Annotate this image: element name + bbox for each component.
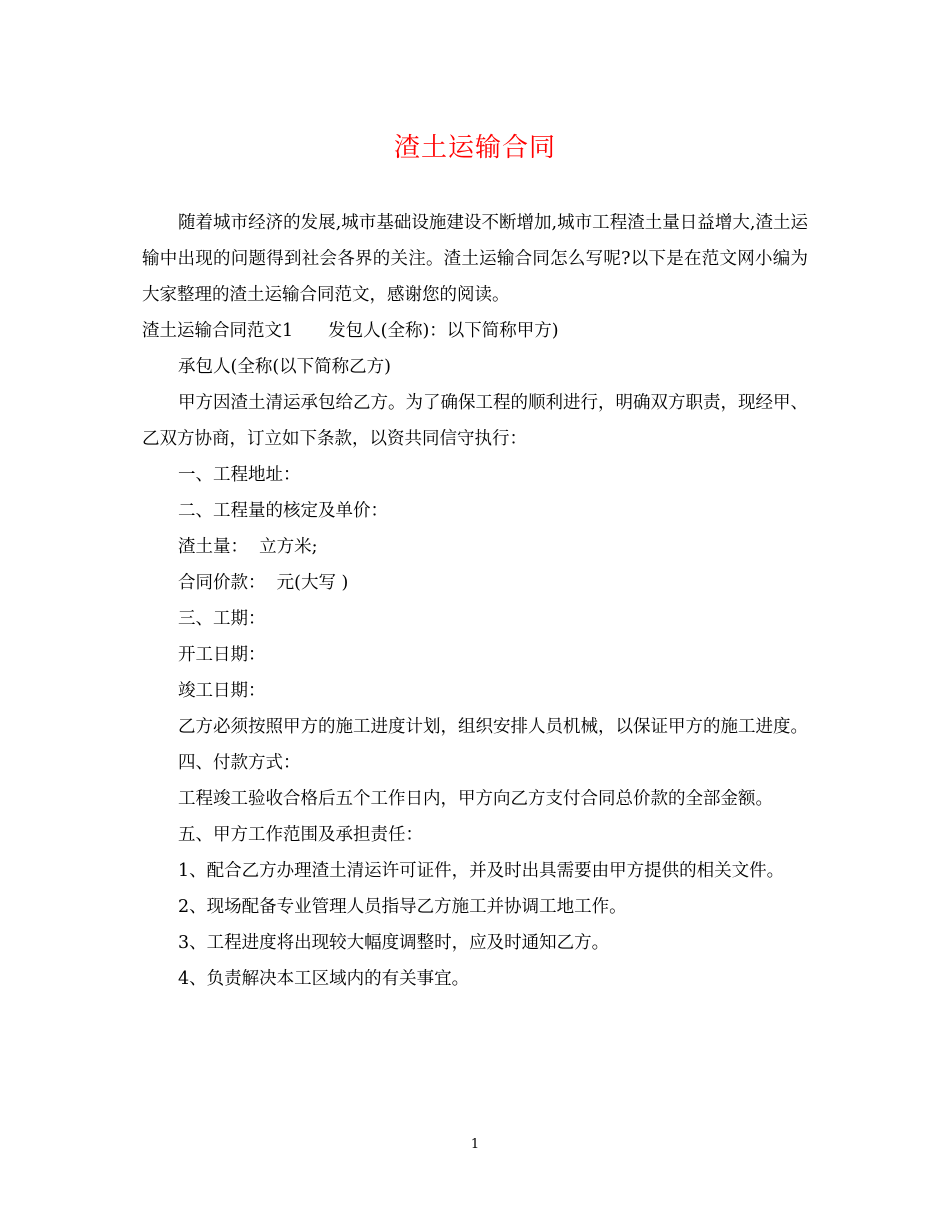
contract-heading-line: 渣土运输合同范文1 发包人(全称)：以下简称甲方) (142, 321, 559, 341)
clause-paragraph: 1、配合乙方办理渣土清运许可证件，并及时出具需要由甲方提供的相关文件。 (178, 861, 785, 881)
contractor-line: 承包人(全称(以下简称乙方) (178, 357, 391, 377)
section-heading: 二、工程量的核定及单价： (178, 501, 388, 521)
preamble-paragraph: 甲方因渣土清运承包给乙方。为了确保工程的顺利进行，明确双方职责，现经甲、乙双方协商，订立如下条款，以资共同信守执行： (142, 393, 808, 449)
clause-paragraph: 2、现场配备专业管理人员指导乙方施工并协调工地工作。 (178, 897, 627, 917)
clause-line: 竣工日期： (178, 681, 266, 701)
intro-paragraph: 随着城市经济的发展,城市基础设施建设不断增加,城市工程渣土量日益增大,渣土运输中出现的问题得到社会各界的关注。渣土运输合同怎么写呢?以下是在范文网小编为大家整理的渣土运输合同范文，感谢您的阅读。 (142, 213, 808, 305)
clause-line: 渣土量： 立方米; (178, 537, 318, 557)
section-heading: 三、工期： (178, 609, 266, 629)
clause-paragraph: 4、负责解决本工区域内的有关事宜。 (178, 969, 470, 989)
document-title: 渣土运输合同 (393, 133, 556, 163)
section-heading: 四、付款方式： (178, 753, 301, 773)
page-number: 1 (470, 1137, 480, 1152)
clause-paragraph: 3、工程进度将出现较大幅度调整时，应及时通知乙方。 (178, 933, 610, 953)
clause-paragraph: 工程竣工验收合格后五个工作日内，甲方向乙方支付合同总价款的全部金额。 (178, 789, 773, 809)
section-heading: 一、工程地址： (178, 465, 301, 485)
clause-line: 合同价款： 元(大写 ) (178, 573, 349, 593)
clause-line: 开工日期： (178, 645, 266, 665)
document-body (142, 205, 808, 997)
section-heading: 五、甲方工作范围及承担责任： (178, 825, 423, 845)
clause-paragraph: 乙方必须按照甲方的施工进度计划，组织安排人员机械，以保证甲方的施工进度。 (178, 717, 808, 737)
